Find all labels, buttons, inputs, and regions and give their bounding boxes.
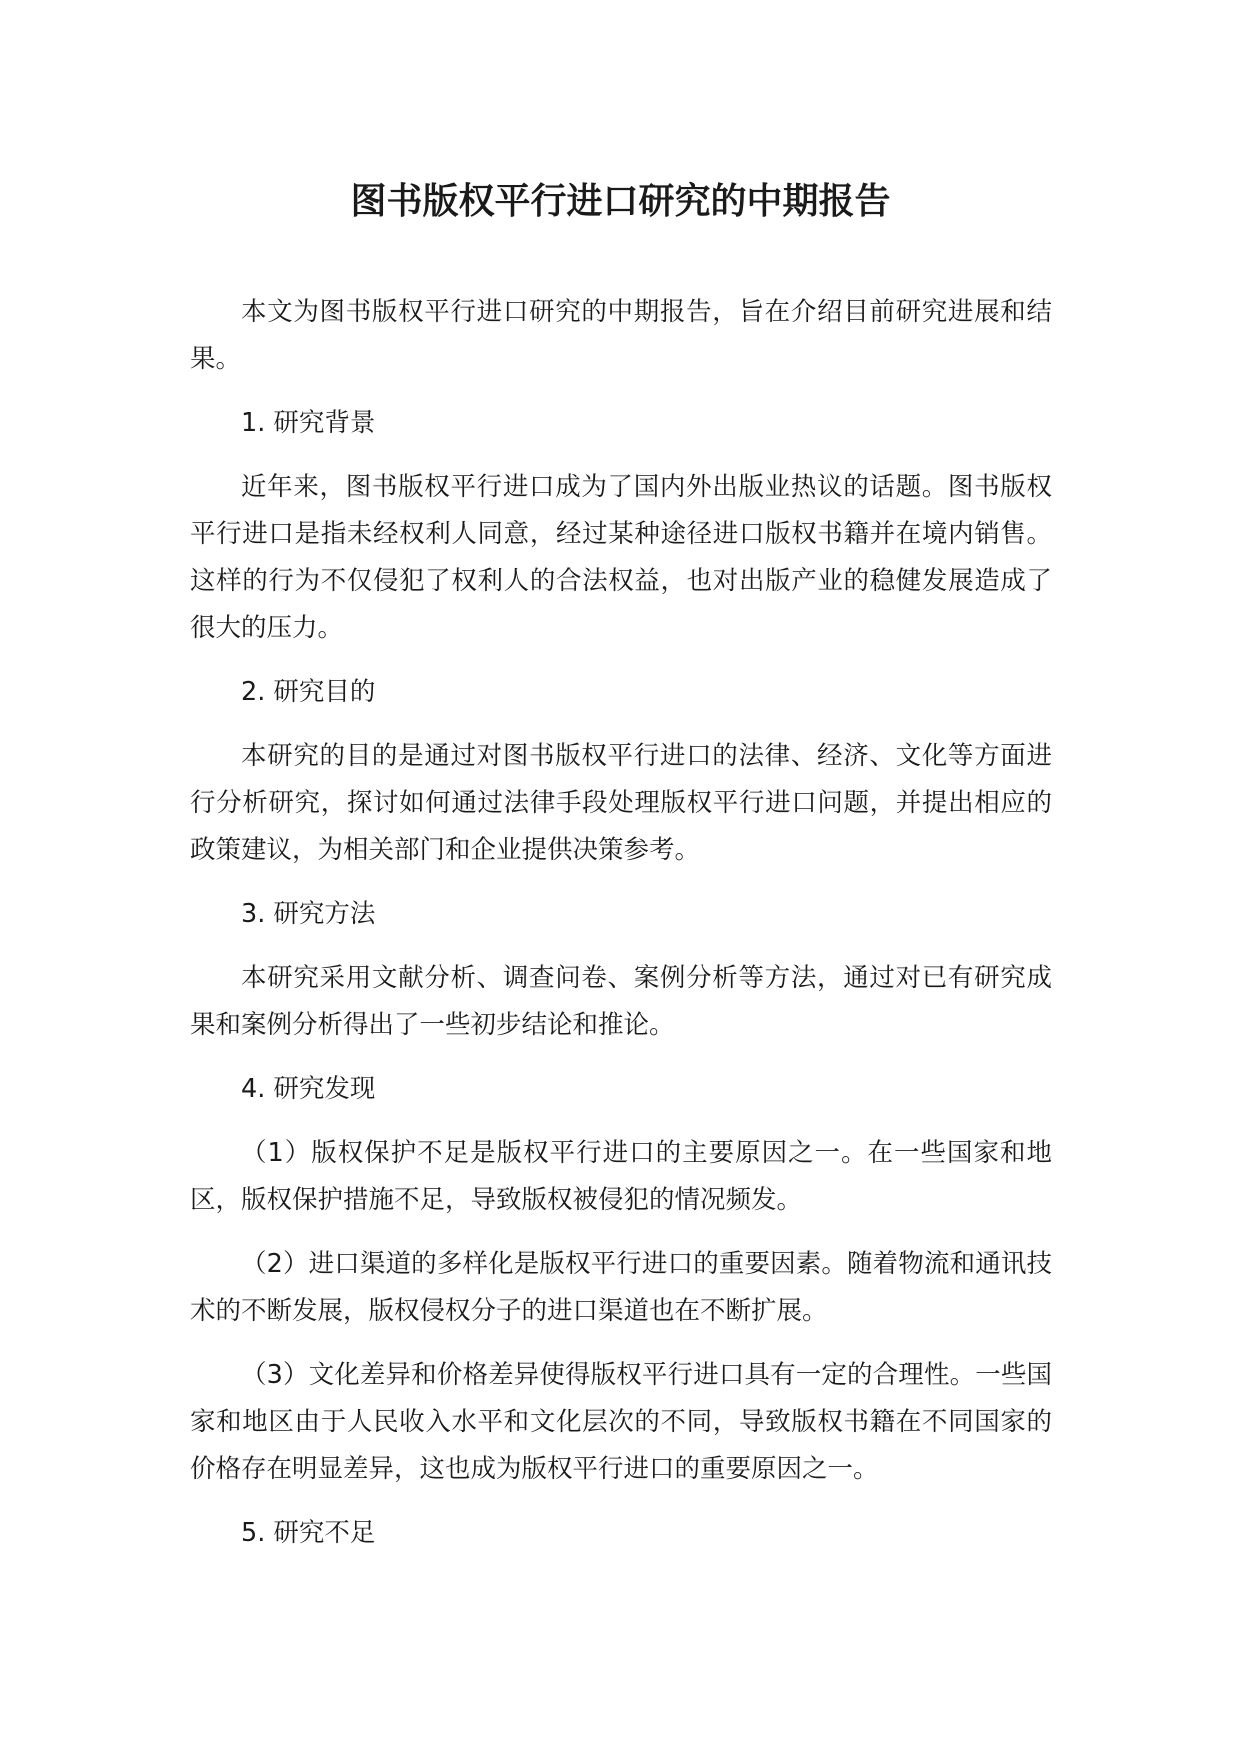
- section-heading-background: 1. 研究背景: [241, 408, 376, 438]
- paragraph-background: 近年来，图书版权平行进口成为了国内外出版业热议的话题。图书版权平行进口是指未经权利人同意，经过某种途径进口版权书籍并在境内销售。这样的行为不仅侵犯了权利人的合法权益，也对出版产业的稳健发展造成了很大的压力。: [190, 472, 1052, 643]
- document-body: [190, 289, 1052, 1574]
- paragraph-purpose: 本研究的目的是通过对图书版权平行进口的法律、经济、文化等方面进行分析研究，探讨如何通过法律手段处理版权平行进口问题，并提出相应的政策建议，为相关部门和企业提供决策参考。: [190, 741, 1052, 865]
- section-heading-limitations: 5. 研究不足: [241, 1518, 376, 1548]
- section-heading-purpose: 2. 研究目的: [241, 677, 376, 707]
- paragraph-finding-1: （1）版权保护不足是版权平行进口的主要原因之一。在一些国家和地区，版权保护措施不足，导致版权被侵犯的情况频发。: [190, 1138, 1052, 1215]
- paragraph-finding-2: （2）进口渠道的多样化是版权平行进口的重要因素。随着物流和通讯技术的不断发展，版权侵权分子的进口渠道也在不断扩展。: [190, 1249, 1052, 1326]
- section-heading-method: 3. 研究方法: [241, 899, 376, 929]
- intro-paragraph: 本文为图书版权平行进口研究的中期报告，旨在介绍目前研究进展和结果。: [190, 297, 1052, 374]
- paragraph-method: 本研究采用文献分析、调查问卷、案例分析等方法，通过对已有研究成果和案例分析得出了一些初步结论和推论。: [190, 963, 1052, 1040]
- section-heading-findings: 4. 研究发现: [241, 1074, 376, 1104]
- paragraph-finding-3: （3）文化差异和价格差异使得版权平行进口具有一定的合理性。一些国家和地区由于人民收入水平和文化层次的不同，导致版权书籍在不同国家的价格存在明显差异，这也成为版权平行进口的重要原因之一。: [190, 1360, 1052, 1484]
- document-title: 图书版权平行进口研究的中期报告: [350, 181, 891, 222]
